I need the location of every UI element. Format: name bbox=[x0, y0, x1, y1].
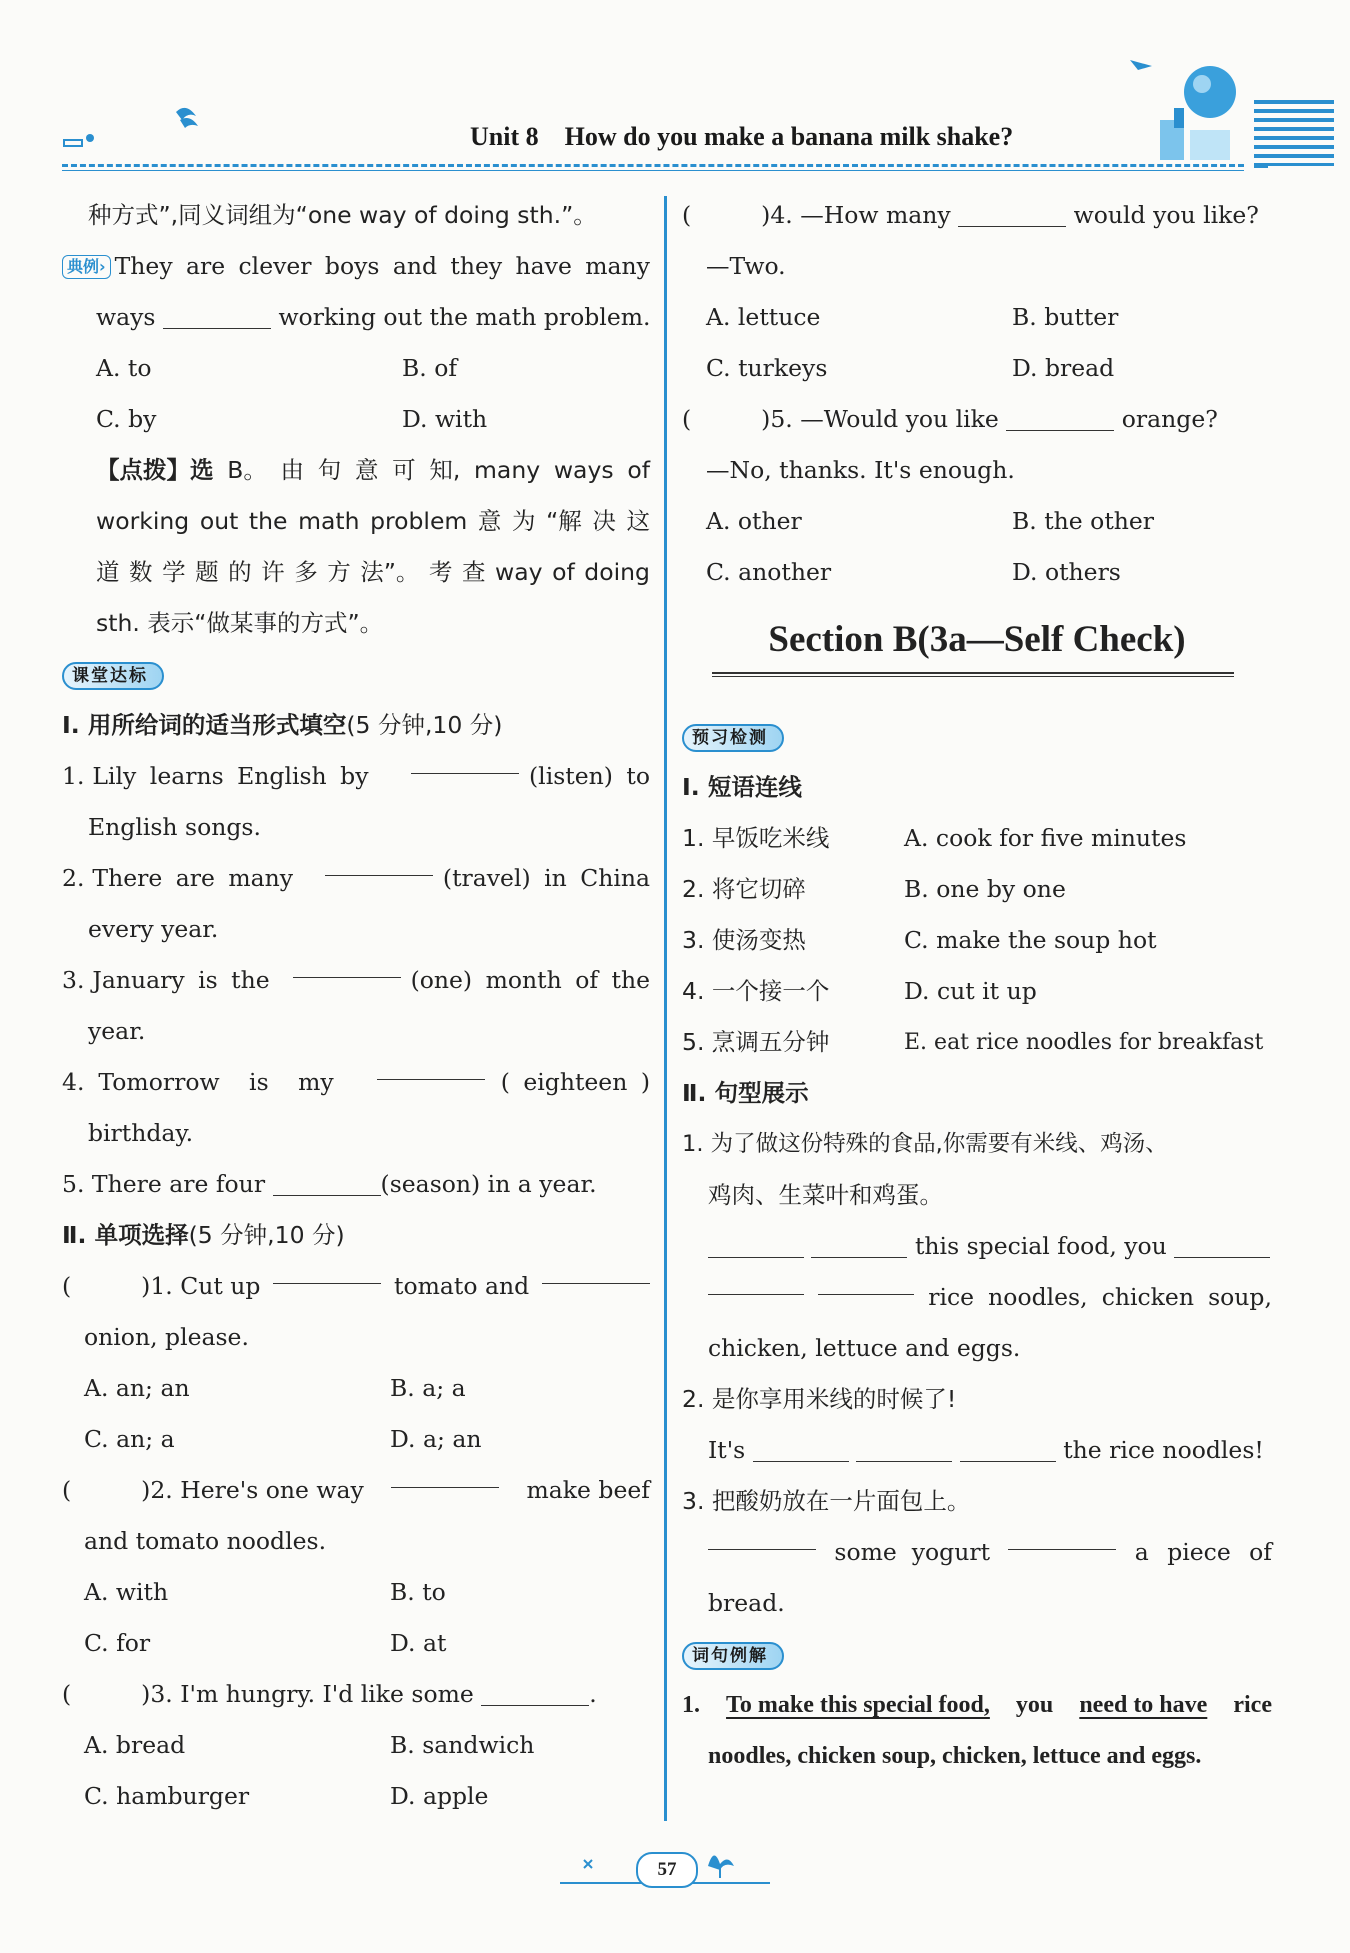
fill-4: 4. Tomorrow is my ( eighteen ) bbox=[62, 1057, 650, 1108]
s2-zh: 2. 是你享用米线的时候了! bbox=[682, 1385, 957, 1413]
match-1: 1. 早饭吃米线 A. cook for five minutes bbox=[682, 824, 1187, 852]
example-line-2: ways working out the math problem. bbox=[96, 303, 651, 331]
header-dashed-rule bbox=[62, 164, 1244, 167]
q5: ( )5. —Would you like orange? bbox=[682, 405, 1218, 433]
s1-en-c: chicken, lettuce and eggs. bbox=[708, 1334, 1021, 1362]
q1: ( )1. Cut up tomato and bbox=[62, 1261, 650, 1312]
badge-preview-row bbox=[682, 711, 1272, 762]
part1-heading: Ⅰ. 用所给词的适当形式填空(5 分钟,10 分) bbox=[62, 711, 503, 739]
answer-blank[interactable] bbox=[391, 1465, 499, 1488]
q4-options-row-1: A. lettuce B. butter bbox=[706, 303, 1119, 331]
q4-options-row-2: C. turkeys D. bread bbox=[706, 354, 1115, 382]
q5-cont: —No, thanks. It's enough. bbox=[706, 456, 1015, 484]
r-part2-heading: Ⅱ. 句型展示 bbox=[682, 1079, 809, 1107]
q4: ( )4. —How many would you like? bbox=[682, 201, 1259, 229]
match-5: 5. 烹调五分钟 E. eat rice noodles for breakfast bbox=[682, 1028, 1264, 1056]
answer-blank[interactable] bbox=[1174, 1235, 1270, 1258]
answer-blank[interactable] bbox=[818, 1272, 914, 1295]
header-rule bbox=[62, 170, 1244, 171]
answer-blank[interactable] bbox=[753, 1439, 849, 1462]
answer-blank[interactable] bbox=[958, 204, 1066, 227]
q5-options-row-1: A. other B. the other bbox=[706, 507, 1155, 535]
example-question bbox=[62, 241, 650, 292]
q1-options-row-1: A. an; an B. a; a bbox=[84, 1374, 466, 1402]
fill-4-cont: birthday. bbox=[88, 1119, 194, 1147]
example-tag: 典例 › bbox=[62, 255, 111, 279]
q3-options-row-2: C. hamburger D. apple bbox=[84, 1782, 489, 1810]
answer-blank[interactable] bbox=[481, 1683, 589, 1706]
answer-blank[interactable] bbox=[1006, 408, 1114, 431]
answer-blank[interactable] bbox=[811, 1235, 907, 1258]
fill-3: 3. January is the (one) month of the bbox=[62, 955, 650, 1006]
tip-line-1: 【点拨】选 B。 由 句 意 可 知, many ways of bbox=[96, 456, 650, 484]
match-3: 3. 使汤变热 C. make the soup hot bbox=[682, 926, 1157, 954]
answer-blank[interactable] bbox=[708, 1235, 804, 1258]
badge-words-row bbox=[682, 1629, 1272, 1680]
answer-blank[interactable] bbox=[708, 1527, 816, 1550]
fill-1: 1. Lily learns English by (listen) to bbox=[62, 751, 650, 802]
answer-blank[interactable] bbox=[856, 1439, 952, 1462]
q2-options-row-2: C. for D. at bbox=[84, 1629, 447, 1657]
s1-zh-b: 鸡肉、生菜叶和鸡蛋。 bbox=[708, 1181, 943, 1209]
intro-line: 种方式”,同义词组为“one way of doing sth.”。 bbox=[88, 201, 597, 229]
match-2: 2. 将它切碎 B. one by one bbox=[682, 875, 1066, 903]
example-sentence-1-cont: noodles, chicken soup, chicken, lettuce and eggs. bbox=[708, 1743, 1202, 1769]
page-number: 57 bbox=[636, 1852, 698, 1888]
example-options-row-2: C. by D. with bbox=[96, 405, 488, 433]
answer-blank[interactable] bbox=[293, 955, 401, 978]
fill-3-cont: year. bbox=[88, 1017, 146, 1045]
s3-en: some yogurt a piece of bbox=[682, 1527, 1272, 1578]
tip-line-3: 道 数 学 题 的 许 多 方 法”。 考 查 way of doing bbox=[96, 558, 650, 586]
answer-blank[interactable] bbox=[960, 1439, 1056, 1462]
s3-zh: 3. 把酸奶放在一片面包上。 bbox=[682, 1487, 971, 1515]
fill-2-cont: every year. bbox=[88, 915, 219, 943]
q1-cont: onion, please. bbox=[84, 1323, 249, 1351]
q4-cont: —Two. bbox=[706, 252, 786, 280]
s1-en-a: this special food, you bbox=[682, 1221, 1272, 1272]
answer-blank[interactable] bbox=[708, 1272, 804, 1295]
badge-preview: 预习检测 bbox=[682, 724, 784, 752]
birds-icon bbox=[60, 100, 200, 160]
header-stripes bbox=[1254, 100, 1334, 166]
section-title: Section B(3a—Self Check) bbox=[768, 619, 1186, 660]
section-rule bbox=[712, 672, 1234, 677]
example-options-row-1: A. to B. of bbox=[96, 354, 458, 382]
example-sentence-1: 1. To make this special food, you need to have rice bbox=[682, 1692, 1272, 1718]
column-divider bbox=[664, 196, 667, 1821]
badge-class-row bbox=[62, 649, 650, 700]
q5-options-row-2: C. another D. others bbox=[706, 558, 1121, 586]
answer-blank[interactable] bbox=[163, 306, 271, 329]
r-part1-heading: Ⅰ. 短语连线 bbox=[682, 773, 802, 801]
q2-cont: and tomato noodles. bbox=[84, 1527, 327, 1555]
left-column bbox=[62, 190, 650, 1822]
tip-line-4: sth. 表示“做某事的方式”。 bbox=[96, 609, 384, 637]
answer-blank[interactable] bbox=[325, 853, 433, 876]
answer-blank[interactable] bbox=[411, 751, 519, 774]
badge-class: 课堂达标 bbox=[62, 662, 164, 690]
fill-2: 2. There are many (travel) in China bbox=[62, 853, 650, 904]
s3-en-c: bread. bbox=[708, 1589, 785, 1617]
q2-options-row-1: A. with B. to bbox=[84, 1578, 446, 1606]
s1-zh-a: 1. 为了做这份特殊的食品,你需要有米线、鸡汤、 bbox=[682, 1131, 1168, 1157]
fill-1-cont: English songs. bbox=[88, 813, 261, 841]
answer-blank[interactable] bbox=[1008, 1527, 1116, 1550]
badge-words: 词句例解 bbox=[682, 1642, 784, 1670]
q3-options-row-1: A. bread B. sandwich bbox=[84, 1731, 535, 1759]
match-4: 4. 一个接一个 D. cut it up bbox=[682, 977, 1037, 1005]
globe-icon bbox=[1130, 50, 1250, 165]
s1-en-b: rice noodles, chicken soup, bbox=[682, 1272, 1272, 1323]
answer-blank[interactable] bbox=[273, 1261, 381, 1284]
q2: ( )2. Here's one way make beef bbox=[62, 1465, 650, 1516]
q1-options-row-2: C. an; a D. a; an bbox=[84, 1425, 482, 1453]
answer-blank[interactable] bbox=[377, 1057, 485, 1080]
answer-blank[interactable] bbox=[273, 1173, 381, 1196]
header-title: Unit 8 How do you make a banana milk shake? bbox=[470, 122, 1014, 151]
tip-line-2: working out the math problem 意 为 “解 决 这 bbox=[96, 507, 650, 535]
example-line-1: They are clever boys and they have many bbox=[114, 252, 650, 280]
right-column bbox=[682, 190, 1272, 1782]
q3: ( )3. I'm hungry. I'd like some . bbox=[62, 1680, 597, 1708]
s2-en: It's the rice noodles! bbox=[708, 1436, 1264, 1464]
part2-heading: Ⅱ. 单项选择(5 分钟,10 分) bbox=[62, 1221, 345, 1249]
fill-5: 5. There are four (season) in a year. bbox=[62, 1170, 597, 1198]
answer-blank[interactable] bbox=[542, 1261, 650, 1284]
